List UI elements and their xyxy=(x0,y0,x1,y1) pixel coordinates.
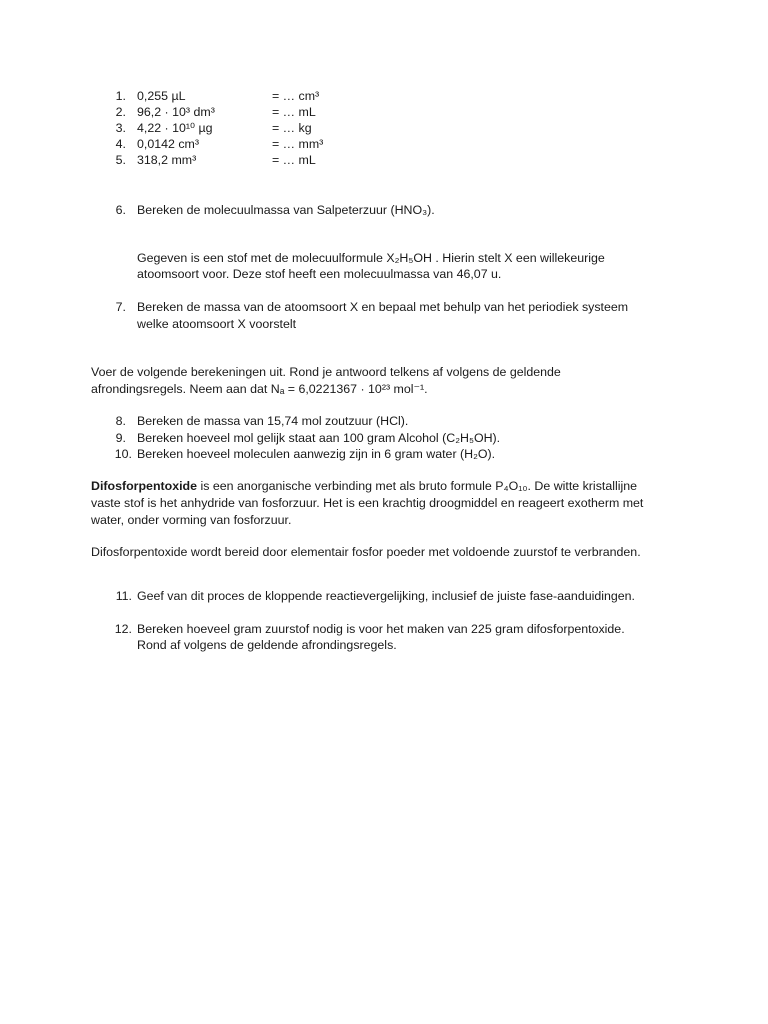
given-line-2: atoomsoort voor. Deze stof heeft een molecuulmassa van 46,07 u. xyxy=(137,267,502,281)
question-9-text: Bereken hoeveel mol gelijk staat aan 100 gram Alcohol (C₂H₅OH). xyxy=(137,431,501,445)
conversion-number-3: 3. xyxy=(115,121,126,135)
question-11-number: 11. xyxy=(115,589,132,603)
intro-line-3: water, onder vorming van fosforzuur. xyxy=(91,513,292,527)
conversion-target-1: = … cm³ xyxy=(272,89,320,103)
question-10-text: Bereken hoeveel moleculen aanwezig zijn in 6 gram water (H₂O). xyxy=(137,447,496,461)
preparation-text: Difosforpentoxide wordt bereid door elementair fosfor poeder met voldoende zuurstof te verbranden. xyxy=(91,545,641,559)
intro-line-2: vaste stof is het anhydride van fosforzuur. Het is een krachtig droogmiddel en reageert exotherm met xyxy=(91,496,644,510)
intro-line-1-rest: is een anorganische verbinding met als bruto formule P₄O₁₀. De witte kristallijne xyxy=(197,479,638,493)
given-line-1: Gegeven is een stof met de molecuulformule X₂H₅OH . Hierin stelt X een willekeurige xyxy=(137,251,605,265)
conversion-quantity-5: 318,2 mm³ xyxy=(137,153,197,167)
question-8-text: Bereken de massa van 15,74 mol zoutzuur (HCl). xyxy=(137,414,409,428)
conversion-quantity-1: 0,255 µL xyxy=(137,89,186,103)
conversion-number-2: 2. xyxy=(115,105,126,119)
question-12-line-2: Rond af volgens de geldende afrondingsregels. xyxy=(137,638,397,652)
conversion-quantity-4: 0,0142 cm³ xyxy=(137,137,199,151)
instructions-line-2: afrondingsregels. Neem aan dat Nₐ = 6,0221367 · 10²³ mol⁻¹. xyxy=(91,382,428,396)
conversion-target-3: = … kg xyxy=(272,121,312,135)
question-12-line-1: Bereken hoeveel gram zuurstof nodig is voor het maken van 225 gram difosforpentoxide. xyxy=(137,622,625,636)
conversion-quantity-3: 4,22 · 10¹⁰ µg xyxy=(137,121,213,135)
conversion-number-1: 1. xyxy=(115,89,126,103)
question-6-text: Bereken de molecuulmassa van Salpeterzuur (HNO₃). xyxy=(137,203,435,217)
question-7-line-1: Bereken de massa van de atoomsoort X en bepaal met behulp van het periodiek systeem xyxy=(137,300,629,314)
question-10-number: 10. xyxy=(114,447,132,461)
question-6-number: 6. xyxy=(115,203,126,217)
question-7-number: 7. xyxy=(115,300,126,314)
intro-line-1 xyxy=(91,478,637,494)
conversion-number-4: 4. xyxy=(115,137,126,151)
intro-term: Difosforpentoxide xyxy=(91,479,198,493)
conversion-number-5: 5. xyxy=(115,153,126,167)
question-12-number: 12. xyxy=(114,622,132,636)
conversion-target-4: = … mm³ xyxy=(272,137,324,151)
conversion-quantity-2: 96,2 · 10³ dm³ xyxy=(137,105,215,119)
conversion-target-5: = … mL xyxy=(272,153,316,167)
conversion-target-2: = … mL xyxy=(272,105,316,119)
instructions-line-1: Voer de volgende berekeningen uit. Rond je antwoord telkens af volgens de geldende xyxy=(91,365,561,379)
question-7-line-2: welke atoomsoort X voorstelt xyxy=(137,317,297,331)
question-9-number: 9. xyxy=(115,431,126,445)
question-11-text: Geef van dit proces de kloppende reactievergelijking, inclusief de juiste fase-aanduidingen. xyxy=(137,589,636,603)
question-8-number: 8. xyxy=(115,414,126,428)
